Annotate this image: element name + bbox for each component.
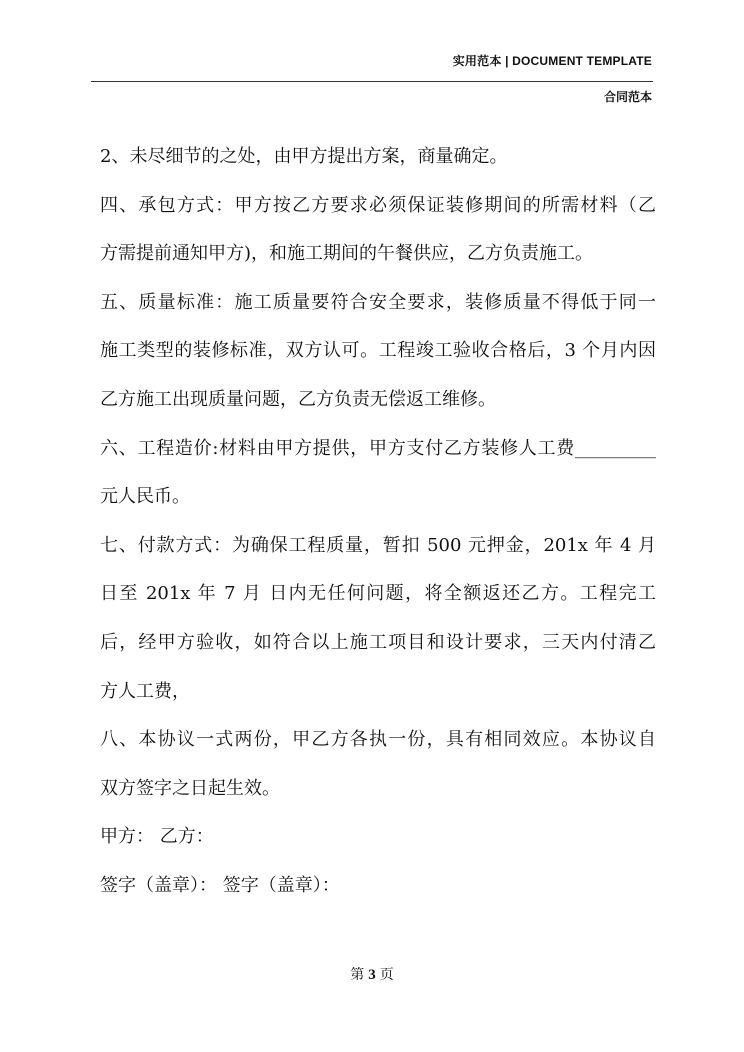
body-line: 施工类型的装修标准，双方认可。工程竣工验收合格后，3 个月内因: [100, 340, 656, 362]
signature-stamp-labels: 签字（盖章）： 签字（盖章）：: [100, 874, 340, 896]
body-line: 五、质量标准：施工质量要符合安全要求，装修质量不得低于同一: [100, 291, 656, 313]
body-line: 方人工费，: [100, 680, 190, 702]
body-line: 四、承包方式：甲方按乙方要求必须保证装修期间的所需材料（乙: [100, 194, 656, 216]
header-subtitle: 合同范本: [603, 90, 652, 104]
page-number: 3: [368, 967, 376, 983]
body-line: 乙方施工出现质量问题，乙方负责无偿返工维修。: [100, 388, 496, 410]
body-line: 日至 201x 年 7 月 日内无任何问题，将全额返还乙方。工程完工: [100, 583, 656, 605]
document-body: [100, 137, 656, 915]
body-line: 八、本协议一式两份，甲乙方各执一份，具有相同效应。本协议自: [100, 729, 656, 751]
body-line: 六、工程造价:材料由甲方提供，甲方支付乙方装修人工费_________: [100, 437, 656, 459]
header-title: 实用范本 | DOCUMENT TEMPLATE: [452, 54, 652, 68]
body-line: 七、付款方式：为确保工程质量，暂扣 500 元押金，201x 年 4 月: [100, 534, 656, 556]
page-footer: [0, 964, 744, 984]
body-line: 方需提前通知甲方)，和施工期间的午餐供应，乙方负责施工。: [100, 243, 594, 265]
body-line: 元人民币。: [100, 486, 190, 508]
body-line: 后，经甲方验收，如符合以上施工项目和设计要求，三天内付清乙: [100, 631, 656, 653]
header-divider: [91, 81, 653, 82]
footer-suffix: 页: [379, 967, 394, 983]
body-line: 双方签字之日起生效。: [100, 777, 280, 799]
signature-party-labels: 甲方： 乙方：: [100, 826, 214, 848]
footer-prefix: 第: [350, 967, 365, 983]
body-line: 2、未尽细节的之处，由甲方提出方案，商量确定。: [100, 146, 508, 167]
